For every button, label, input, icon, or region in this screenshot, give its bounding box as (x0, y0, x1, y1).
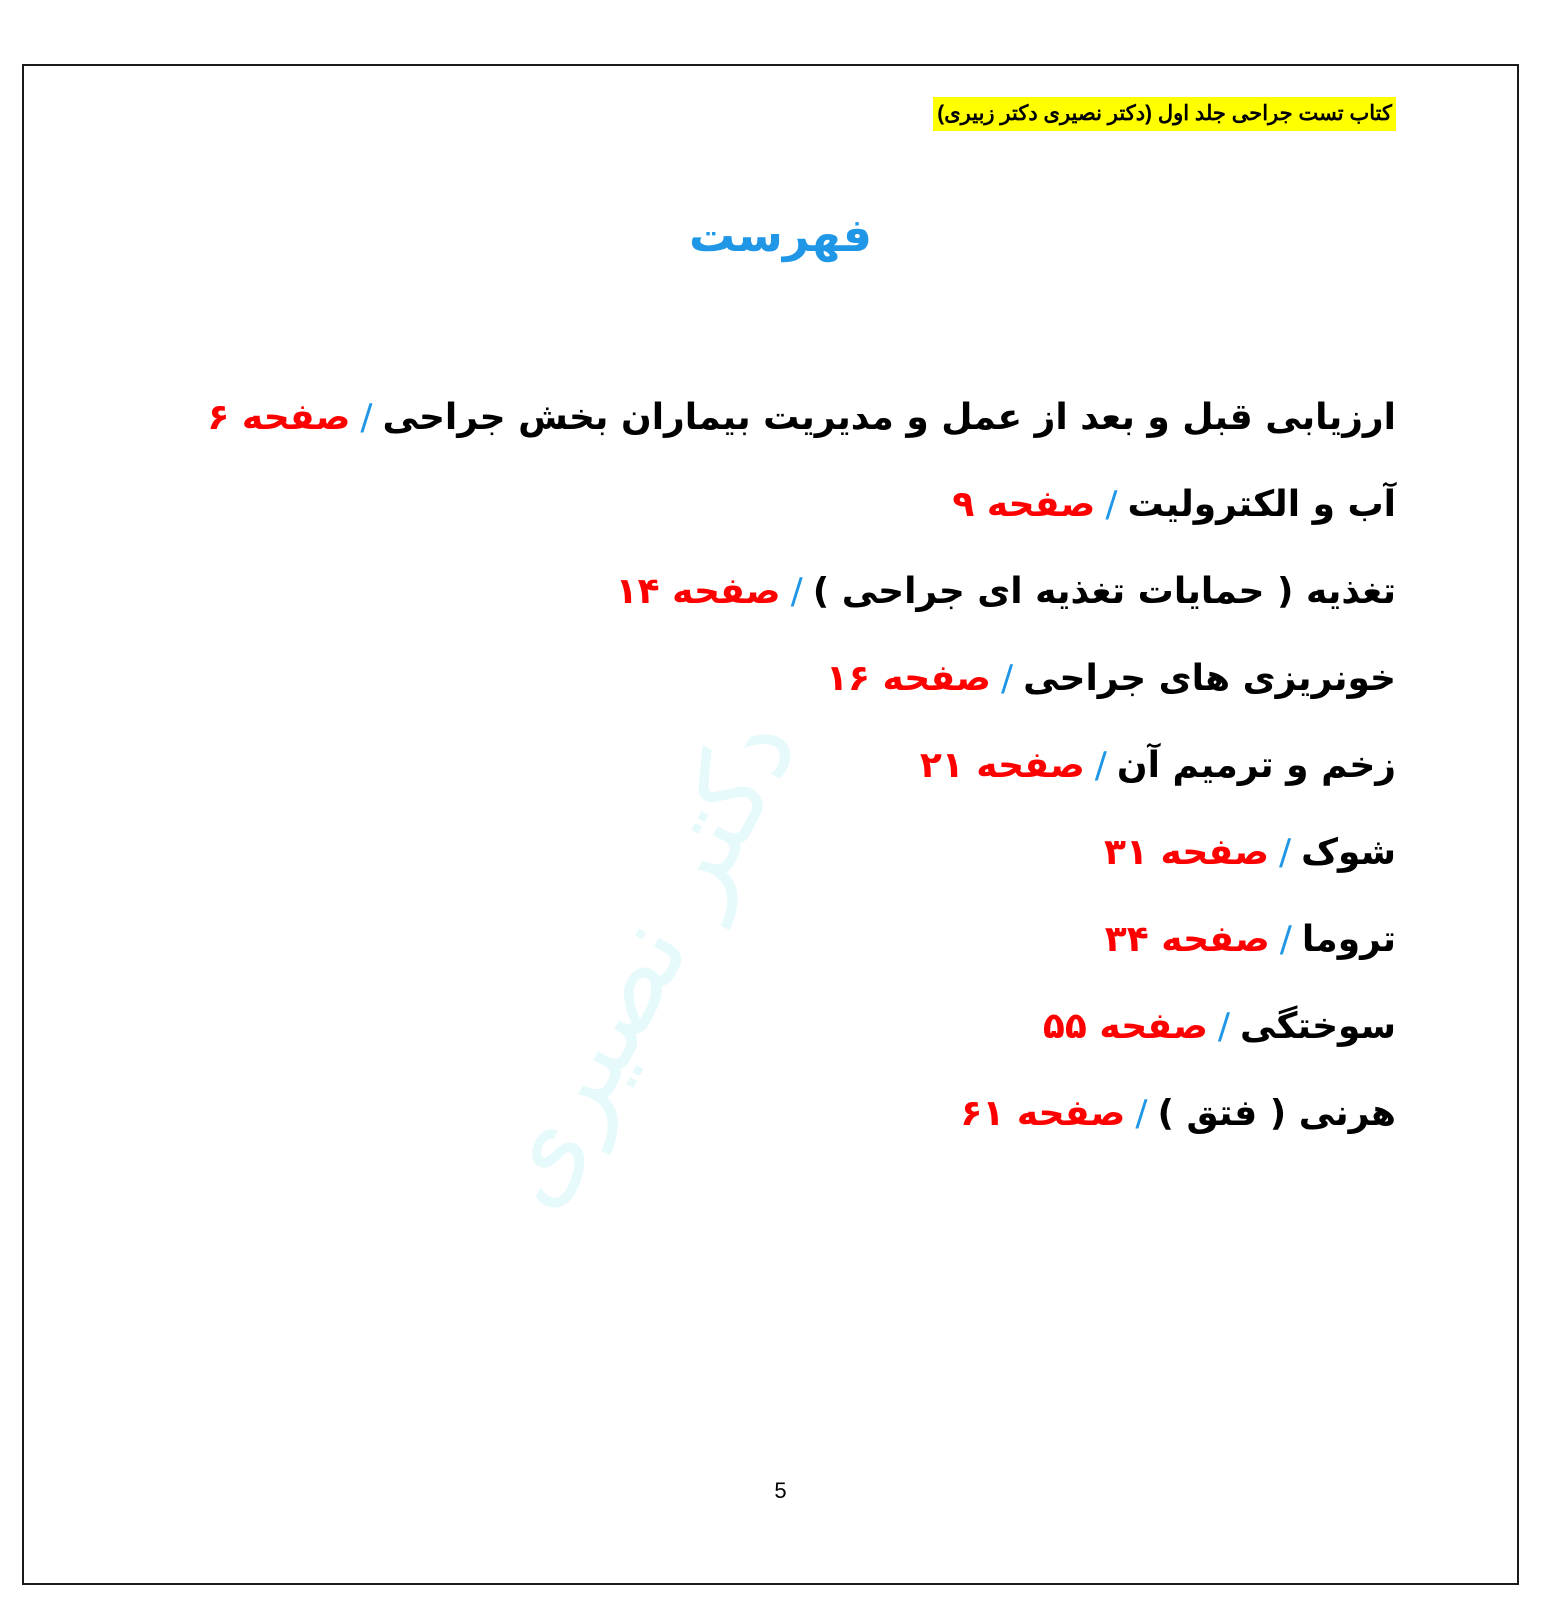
toc-topic: تغذیه ( حمایات تغذیه ای جراحی ) (812, 571, 1396, 612)
toc-item[interactable] (146, 997, 1396, 1084)
toc-separator: / (1279, 832, 1292, 873)
toc-separator: / (1135, 1093, 1148, 1134)
toc-item[interactable] (146, 910, 1396, 997)
toc-topic: هرنی ( فتق ) (1157, 1093, 1396, 1134)
toc-topic: ارزیابی قبل و بعد از عمل و مدیریت بیماران بخش جراحی (382, 397, 1396, 438)
toc-item[interactable] (146, 475, 1396, 562)
toc-topic: آب و الکترولیت (1127, 484, 1396, 525)
toc-page-ref: صفحه ۶۱ (960, 1093, 1126, 1134)
toc-title: فهرست (688, 208, 873, 262)
toc-page-ref: صفحه ۳۱ (1104, 832, 1270, 873)
toc-item[interactable] (146, 562, 1396, 649)
toc-list (146, 388, 1396, 1171)
toc-separator: / (1094, 745, 1107, 786)
toc-separator: / (1000, 658, 1014, 699)
toc-item[interactable] (146, 1084, 1396, 1171)
toc-page-ref: صفحه ۵۵ (1042, 1006, 1208, 1047)
toc-separator: / (1217, 1006, 1231, 1047)
toc-separator: / (790, 571, 803, 612)
running-header: کتاب تست جراحی جلد اول (دکتر نصیری دکتر زبیری) (933, 97, 1396, 131)
toc-item[interactable] (146, 388, 1396, 475)
toc-item[interactable] (146, 649, 1396, 736)
toc-separator: / (1105, 484, 1118, 525)
toc-page-ref: صفحه ۹ (952, 484, 1096, 525)
page-number: 5 (774, 1478, 787, 1503)
watermark: دکتر نصیری (457, 693, 823, 1227)
toc-page-ref: صفحه ۳۴ (1104, 919, 1270, 960)
toc-separator: / (360, 397, 373, 438)
toc-item[interactable] (146, 823, 1396, 910)
toc-topic: زخم و ترمیم آن (1116, 745, 1396, 786)
toc-page-ref: صفحه ۱۴ (615, 571, 781, 612)
toc-item[interactable] (146, 736, 1396, 823)
toc-topic: شوک (1301, 832, 1396, 873)
toc-topic: تروما (1301, 919, 1396, 960)
toc-topic: سوختگی (1240, 1006, 1396, 1047)
toc-topic: خونریزی های جراحی (1023, 658, 1396, 699)
toc-separator: / (1279, 919, 1292, 960)
toc-page-ref: صفحه ۲۱ (919, 745, 1085, 786)
toc-page-ref: صفحه ۶ (207, 397, 351, 438)
toc-page-ref: صفحه ۱۶ (825, 658, 991, 699)
